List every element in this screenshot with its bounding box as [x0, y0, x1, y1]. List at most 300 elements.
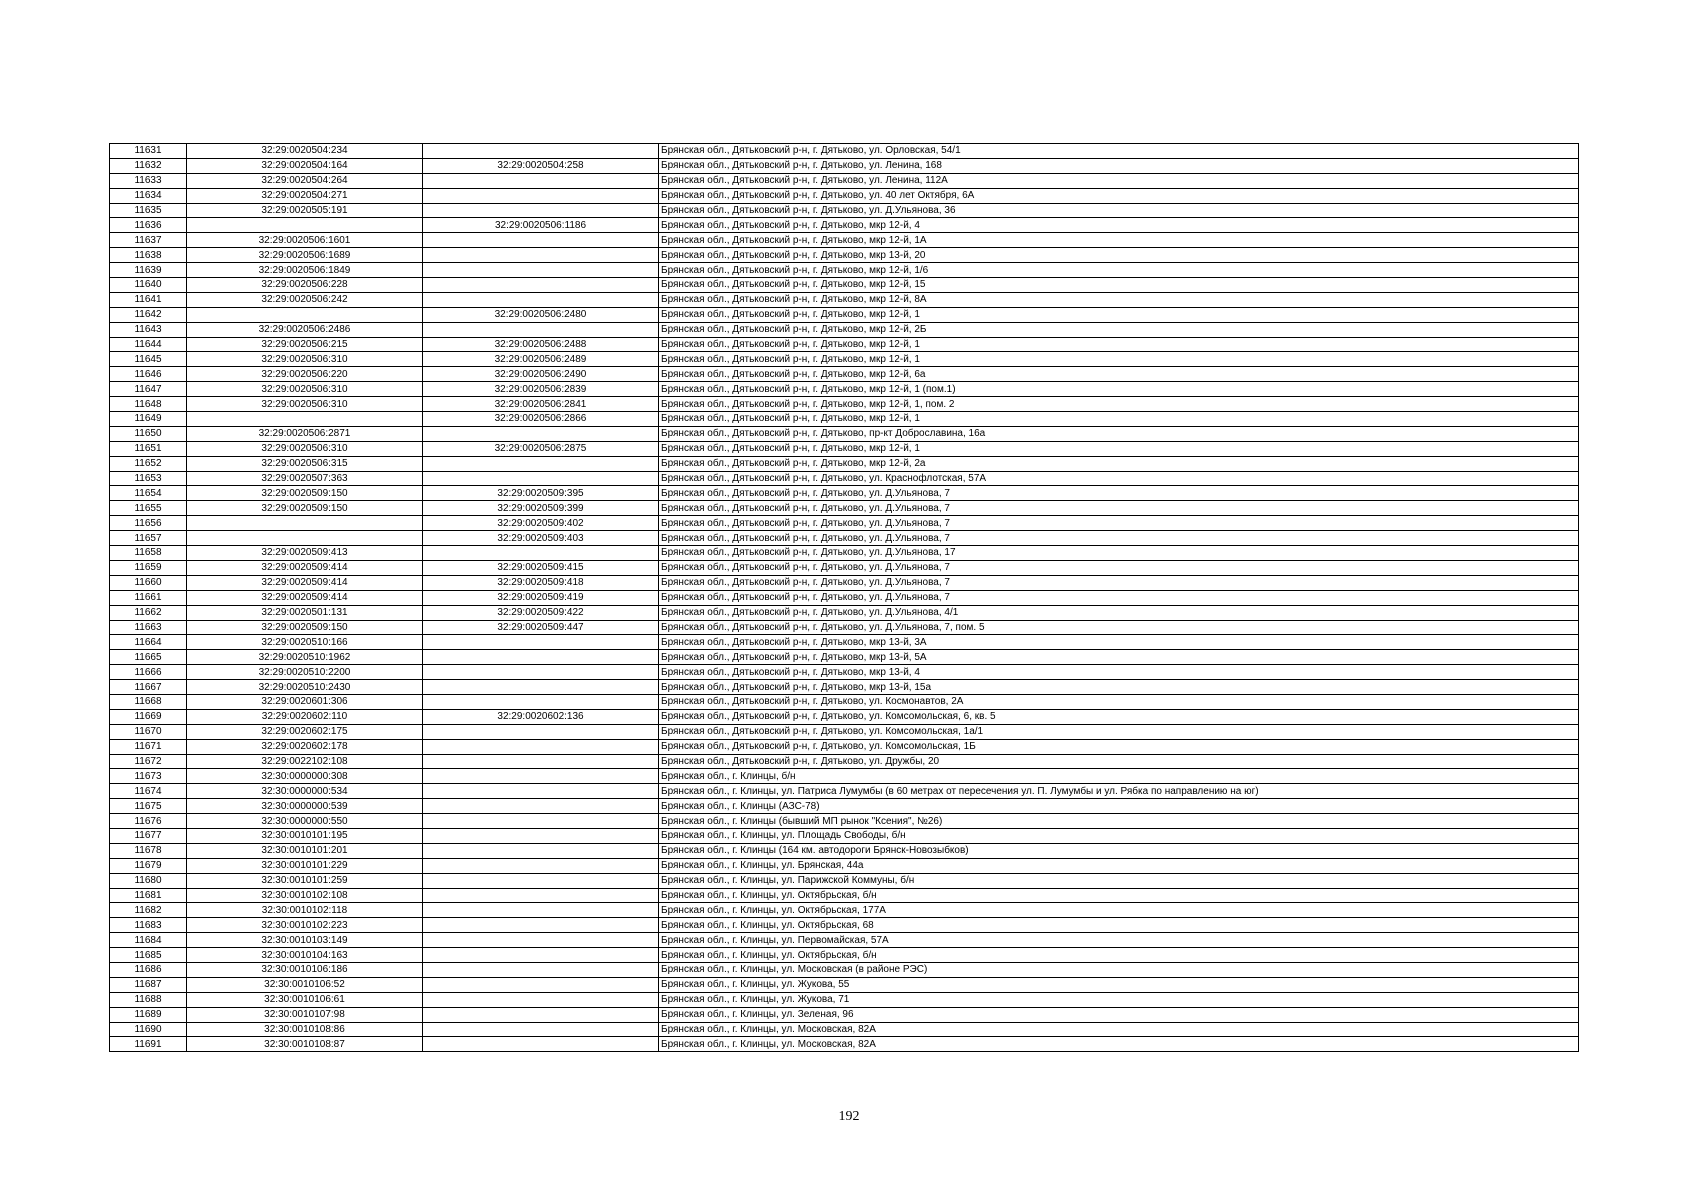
- row-number-cell: 11642: [110, 307, 187, 322]
- related-cadastral-number-cell: [423, 322, 659, 337]
- row-number-cell: 11666: [110, 665, 187, 680]
- table-row: [110, 441, 1579, 456]
- cadastral-number-cell: 32:30:0000000:308: [187, 769, 423, 784]
- row-number-cell: 11684: [110, 933, 187, 948]
- address-cell: Брянская обл., Дятьковский р-н, г. Дятьково, пр-кт Доброславина, 16а: [659, 426, 1579, 441]
- table-row: [110, 412, 1579, 427]
- row-number-cell: 11635: [110, 203, 187, 218]
- cadastral-number-cell: 32:29:0020506:310: [187, 382, 423, 397]
- cadastral-number-cell: 32:29:0020507:363: [187, 471, 423, 486]
- table-row: [110, 962, 1579, 977]
- row-number-cell: 11651: [110, 441, 187, 456]
- address-cell: Брянская обл., Дятьковский р-н, г. Дятьково, ул. Д.Ульянова, 7: [659, 516, 1579, 531]
- row-number-cell: 11639: [110, 263, 187, 278]
- address-cell: Брянская обл., Дятьковский р-н, г. Дятьково, ул. Ленина, 112А: [659, 173, 1579, 188]
- related-cadastral-number-cell: 32:29:0020506:2841: [423, 397, 659, 412]
- address-cell: Брянская обл., Дятьковский р-н, г. Дятьково, мкр 12-й, 4: [659, 218, 1579, 233]
- table-row: [110, 590, 1579, 605]
- related-cadastral-number-cell: 32:29:0020509:399: [423, 501, 659, 516]
- row-number-cell: 11669: [110, 709, 187, 724]
- row-number-cell: 11671: [110, 739, 187, 754]
- table-row: [110, 203, 1579, 218]
- table-row: [110, 292, 1579, 307]
- table-row: [110, 739, 1579, 754]
- address-cell: Брянская обл., Дятьковский р-н, г. Дятьково, ул. Краснофлотская, 57А: [659, 471, 1579, 486]
- address-cell: Брянская обл., Дятьковский р-н, г. Дятьково, ул. Д.Ульянова, 7: [659, 575, 1579, 590]
- related-cadastral-number-cell: [423, 739, 659, 754]
- related-cadastral-number-cell: [423, 635, 659, 650]
- row-number-cell: 11632: [110, 158, 187, 173]
- table-row: [110, 337, 1579, 352]
- row-number-cell: 11653: [110, 471, 187, 486]
- table-row: [110, 903, 1579, 918]
- address-cell: Брянская обл., г. Клинцы, ул. Октябрьская, 177А: [659, 903, 1579, 918]
- row-number-cell: 11631: [110, 144, 187, 159]
- related-cadastral-number-cell: [423, 799, 659, 814]
- table-row: [110, 456, 1579, 471]
- related-cadastral-number-cell: [423, 977, 659, 992]
- table-row: [110, 799, 1579, 814]
- cadastral-number-cell: 32:29:0020506:310: [187, 352, 423, 367]
- cadastral-number-cell: [187, 531, 423, 546]
- related-cadastral-number-cell: [423, 694, 659, 709]
- cadastral-number-cell: 32:29:0020506:2486: [187, 322, 423, 337]
- table-row: [110, 650, 1579, 665]
- table-row: [110, 575, 1579, 590]
- cadastral-number-cell: 32:29:0020602:175: [187, 724, 423, 739]
- table-row: [110, 486, 1579, 501]
- row-number-cell: 11645: [110, 352, 187, 367]
- address-cell: Брянская обл., г. Клинцы, ул. Зеленая, 96: [659, 1007, 1579, 1022]
- table-row: [110, 263, 1579, 278]
- table-row: [110, 724, 1579, 739]
- cadastral-number-cell: 32:29:0020506:2871: [187, 426, 423, 441]
- related-cadastral-number-cell: 32:29:0020506:2875: [423, 441, 659, 456]
- table-row: [110, 784, 1579, 799]
- address-cell: Брянская обл., Дятьковский р-н, г. Дятьково, ул. Д.Ульянова, 7: [659, 501, 1579, 516]
- related-cadastral-number-cell: [423, 173, 659, 188]
- related-cadastral-number-cell: 32:29:0020509:403: [423, 531, 659, 546]
- related-cadastral-number-cell: [423, 828, 659, 843]
- table-row: [110, 709, 1579, 724]
- table-row: [110, 531, 1579, 546]
- related-cadastral-number-cell: [423, 948, 659, 963]
- cadastral-number-cell: 32:30:0000000:550: [187, 814, 423, 829]
- related-cadastral-number-cell: 32:29:0020509:402: [423, 516, 659, 531]
- address-cell: Брянская обл., г. Клинцы, ул. Октябрьская, б/н: [659, 888, 1579, 903]
- row-number-cell: 11682: [110, 903, 187, 918]
- address-cell: Брянская обл., г. Клинцы, ул. Московская, 82А: [659, 1037, 1579, 1052]
- address-cell: Брянская обл., Дятьковский р-н, г. Дятьково, ул. Д.Ульянова, 7: [659, 560, 1579, 575]
- table-row: [110, 397, 1579, 412]
- address-cell: Брянская обл., Дятьковский р-н, г. Дятьково, ул. Орловская, 54/1: [659, 144, 1579, 159]
- row-number-cell: 11638: [110, 248, 187, 263]
- related-cadastral-number-cell: 32:29:0020509:418: [423, 575, 659, 590]
- row-number-cell: 11664: [110, 635, 187, 650]
- table-row: [110, 322, 1579, 337]
- cadastral-number-cell: 32:30:0000000:534: [187, 784, 423, 799]
- row-number-cell: 11674: [110, 784, 187, 799]
- address-cell: Брянская обл., г. Клинцы, ул. Октябрьская, б/н: [659, 948, 1579, 963]
- related-cadastral-number-cell: [423, 144, 659, 159]
- address-cell: Брянская обл., Дятьковский р-н, г. Дятьково, ул. Д.Ульянова, 7, пом. 5: [659, 620, 1579, 635]
- related-cadastral-number-cell: [423, 814, 659, 829]
- table-row: [110, 694, 1579, 709]
- address-cell: Брянская обл., г. Клинцы, ул. Московская, 82А: [659, 1022, 1579, 1037]
- address-cell: Брянская обл., Дятьковский р-н, г. Дятьково, мкр 12-й, 1: [659, 412, 1579, 427]
- cadastral-number-cell: 32:30:0010104:163: [187, 948, 423, 963]
- row-number-cell: 11676: [110, 814, 187, 829]
- related-cadastral-number-cell: [423, 873, 659, 888]
- table-row: [110, 843, 1579, 858]
- table-row: [110, 233, 1579, 248]
- address-cell: Брянская обл., Дятьковский р-н, г. Дятьково, ул. Ленина, 168: [659, 158, 1579, 173]
- cadastral-number-cell: 32:29:0020504:234: [187, 144, 423, 159]
- cadastral-number-cell: 32:30:0010106:61: [187, 992, 423, 1007]
- table-row: [110, 501, 1579, 516]
- cadastral-number-cell: 32:29:0020506:1601: [187, 233, 423, 248]
- row-number-cell: 11649: [110, 412, 187, 427]
- related-cadastral-number-cell: [423, 843, 659, 858]
- cadastral-number-cell: 32:30:0010102:108: [187, 888, 423, 903]
- table-row: [110, 158, 1579, 173]
- cadastral-number-cell: 32:29:0022102:108: [187, 754, 423, 769]
- row-number-cell: 11658: [110, 546, 187, 561]
- table-row: [110, 828, 1579, 843]
- row-number-cell: 11652: [110, 456, 187, 471]
- row-number-cell: 11659: [110, 560, 187, 575]
- cadastral-number-cell: [187, 218, 423, 233]
- address-cell: Брянская обл., г. Клинцы (АЗС-78): [659, 799, 1579, 814]
- related-cadastral-number-cell: [423, 278, 659, 293]
- cadastral-number-cell: 32:30:0010101:229: [187, 858, 423, 873]
- row-number-cell: 11636: [110, 218, 187, 233]
- row-number-cell: 11654: [110, 486, 187, 501]
- cadastral-number-cell: 32:30:0010101:195: [187, 828, 423, 843]
- related-cadastral-number-cell: [423, 233, 659, 248]
- related-cadastral-number-cell: 32:29:0020509:415: [423, 560, 659, 575]
- row-number-cell: 11663: [110, 620, 187, 635]
- row-number-cell: 11678: [110, 843, 187, 858]
- table-row: [110, 516, 1579, 531]
- row-number-cell: 11656: [110, 516, 187, 531]
- related-cadastral-number-cell: [423, 1022, 659, 1037]
- address-cell: Брянская обл., г. Клинцы, б/н: [659, 769, 1579, 784]
- related-cadastral-number-cell: [423, 903, 659, 918]
- address-cell: Брянская обл., Дятьковский р-н, г. Дятьково, ул. Космонавтов, 2А: [659, 694, 1579, 709]
- related-cadastral-number-cell: 32:29:0020509:422: [423, 605, 659, 620]
- related-cadastral-number-cell: [423, 724, 659, 739]
- table-row: [110, 948, 1579, 963]
- table-row: [110, 382, 1579, 397]
- cadastral-number-cell: 32:30:0010106:186: [187, 962, 423, 977]
- address-cell: Брянская обл., г. Клинцы, ул. Брянская, 44а: [659, 858, 1579, 873]
- row-number-cell: 11657: [110, 531, 187, 546]
- cadastral-number-cell: 32:29:0020509:150: [187, 620, 423, 635]
- address-cell: Брянская обл., Дятьковский р-н, г. Дятьково, ул. 40 лет Октября, 6А: [659, 188, 1579, 203]
- address-cell: Брянская обл., Дятьковский р-н, г. Дятьково, мкр 12-й, 2Б: [659, 322, 1579, 337]
- cadastral-number-cell: 32:30:0010102:223: [187, 918, 423, 933]
- table-row: [110, 352, 1579, 367]
- row-number-cell: 11677: [110, 828, 187, 843]
- cadastral-number-cell: 32:29:0020506:310: [187, 441, 423, 456]
- table-row: [110, 933, 1579, 948]
- table-row: [110, 918, 1579, 933]
- address-cell: Брянская обл., Дятьковский р-н, г. Дятьково, ул. Комсомольская, 1а/1: [659, 724, 1579, 739]
- related-cadastral-number-cell: 32:29:0020504:258: [423, 158, 659, 173]
- address-cell: Брянская обл., г. Клинцы, ул. Октябрьская, 68: [659, 918, 1579, 933]
- address-cell: Брянская обл., г. Клинцы, ул. Жукова, 55: [659, 977, 1579, 992]
- related-cadastral-number-cell: [423, 456, 659, 471]
- row-number-cell: 11648: [110, 397, 187, 412]
- table-row: [110, 248, 1579, 263]
- related-cadastral-number-cell: [423, 263, 659, 278]
- table-row: [110, 665, 1579, 680]
- related-cadastral-number-cell: [423, 992, 659, 1007]
- row-number-cell: 11681: [110, 888, 187, 903]
- table-row: [110, 605, 1579, 620]
- address-cell: Брянская обл., Дятьковский р-н, г. Дятьково, ул. Дружбы, 20: [659, 754, 1579, 769]
- table-row: [110, 858, 1579, 873]
- address-cell: Брянская обл., Дятьковский р-н, г. Дятьково, мкр 12-й, 1: [659, 352, 1579, 367]
- row-number-cell: 11679: [110, 858, 187, 873]
- address-cell: Брянская обл., Дятьковский р-н, г. Дятьково, ул. Д.Ульянова, 7: [659, 590, 1579, 605]
- cadastral-number-cell: 32:29:0020510:2200: [187, 665, 423, 680]
- related-cadastral-number-cell: [423, 680, 659, 695]
- table-row: [110, 814, 1579, 829]
- address-cell: Брянская обл., г. Клинцы, ул. Жукова, 71: [659, 992, 1579, 1007]
- cadastral-number-cell: 32:29:0020509:150: [187, 501, 423, 516]
- cadastral-number-cell: 32:29:0020509:414: [187, 590, 423, 605]
- related-cadastral-number-cell: 32:29:0020506:2839: [423, 382, 659, 397]
- table-row: [110, 426, 1579, 441]
- cadastral-number-cell: 32:29:0020506:242: [187, 292, 423, 307]
- related-cadastral-number-cell: [423, 933, 659, 948]
- table-row: [110, 754, 1579, 769]
- row-number-cell: 11670: [110, 724, 187, 739]
- address-cell: Брянская обл., Дятьковский р-н, г. Дятьково, мкр 13-й, 20: [659, 248, 1579, 263]
- related-cadastral-number-cell: 32:29:0020509:395: [423, 486, 659, 501]
- cadastral-number-cell: 32:29:0020501:131: [187, 605, 423, 620]
- row-number-cell: 11675: [110, 799, 187, 814]
- table-row: [110, 471, 1579, 486]
- cadastral-number-cell: 32:29:0020506:310: [187, 397, 423, 412]
- table-row: [110, 1037, 1579, 1052]
- cadastral-number-cell: 32:29:0020506:315: [187, 456, 423, 471]
- page-number: 192: [838, 1109, 860, 1124]
- cadastral-number-cell: 32:29:0020504:164: [187, 158, 423, 173]
- cadastral-number-cell: 32:30:0010101:201: [187, 843, 423, 858]
- table-row: [110, 188, 1579, 203]
- row-number-cell: 11646: [110, 367, 187, 382]
- row-number-cell: 11691: [110, 1037, 187, 1052]
- related-cadastral-number-cell: 32:29:0020509:447: [423, 620, 659, 635]
- related-cadastral-number-cell: [423, 1037, 659, 1052]
- row-number-cell: 11647: [110, 382, 187, 397]
- table-row: [110, 546, 1579, 561]
- address-cell: Брянская обл., Дятьковский р-н, г. Дятьково, мкр 12-й, 1, пом. 2: [659, 397, 1579, 412]
- table-row: [110, 173, 1579, 188]
- row-number-cell: 11644: [110, 337, 187, 352]
- related-cadastral-number-cell: [423, 665, 659, 680]
- address-cell: Брянская обл., г. Клинцы, ул. Патриса Лумумбы (в 60 метрах от пересечения ул. П. Лумумбы и ул. Рябка по направлению на юг): [659, 784, 1579, 799]
- cadastral-number-cell: 32:30:0010101:259: [187, 873, 423, 888]
- row-number-cell: 11640: [110, 278, 187, 293]
- cadastral-number-cell: 32:29:0020510:1962: [187, 650, 423, 665]
- row-number-cell: 11689: [110, 1007, 187, 1022]
- related-cadastral-number-cell: [423, 292, 659, 307]
- related-cadastral-number-cell: 32:29:0020509:419: [423, 590, 659, 605]
- row-number-cell: 11661: [110, 590, 187, 605]
- cadastral-number-cell: 32:29:0020510:2430: [187, 680, 423, 695]
- address-cell: Брянская обл., Дятьковский р-н, г. Дятьково, мкр 12-й, 1А: [659, 233, 1579, 248]
- address-cell: Брянская обл., г. Клинцы (164 км. автодороги Брянск-Новозыбков): [659, 843, 1579, 858]
- registry-table-container: [109, 143, 1579, 1052]
- row-number-cell: 11655: [110, 501, 187, 516]
- related-cadastral-number-cell: 32:29:0020506:2480: [423, 307, 659, 322]
- table-row: [110, 680, 1579, 695]
- cadastral-number-cell: [187, 307, 423, 322]
- registry-table: [109, 143, 1579, 1052]
- row-number-cell: 11680: [110, 873, 187, 888]
- related-cadastral-number-cell: [423, 784, 659, 799]
- related-cadastral-number-cell: 32:29:0020602:136: [423, 709, 659, 724]
- table-row: [110, 307, 1579, 322]
- row-number-cell: 11667: [110, 680, 187, 695]
- table-row: [110, 1007, 1579, 1022]
- related-cadastral-number-cell: [423, 754, 659, 769]
- cadastral-number-cell: 32:29:0020506:1689: [187, 248, 423, 263]
- table-row: [110, 218, 1579, 233]
- row-number-cell: 11673: [110, 769, 187, 784]
- address-cell: Брянская обл., Дятьковский р-н, г. Дятьково, ул. Д.Ульянова, 17: [659, 546, 1579, 561]
- related-cadastral-number-cell: [423, 769, 659, 784]
- cadastral-number-cell: 32:29:0020506:215: [187, 337, 423, 352]
- row-number-cell: 11650: [110, 426, 187, 441]
- cadastral-number-cell: 32:29:0020509:413: [187, 546, 423, 561]
- table-row: [110, 992, 1579, 1007]
- row-number-cell: 11686: [110, 962, 187, 977]
- address-cell: Брянская обл., Дятьковский р-н, г. Дятьково, мкр 12-й, 6а: [659, 367, 1579, 382]
- row-number-cell: 11662: [110, 605, 187, 620]
- address-cell: Брянская обл., г. Клинцы (бывший МП рынок "Ксения", №26): [659, 814, 1579, 829]
- address-cell: Брянская обл., Дятьковский р-н, г. Дятьково, мкр 12-й, 8А: [659, 292, 1579, 307]
- table-row: [110, 635, 1579, 650]
- cadastral-number-cell: 32:29:0020602:110: [187, 709, 423, 724]
- address-cell: Брянская обл., Дятьковский р-н, г. Дятьково, ул. Комсомольская, 1Б: [659, 739, 1579, 754]
- table-row: [110, 367, 1579, 382]
- related-cadastral-number-cell: [423, 426, 659, 441]
- row-number-cell: 11641: [110, 292, 187, 307]
- row-number-cell: 11690: [110, 1022, 187, 1037]
- cadastral-number-cell: 32:29:0020509:414: [187, 575, 423, 590]
- row-number-cell: 11668: [110, 694, 187, 709]
- address-cell: Брянская обл., Дятьковский р-н, г. Дятьково, мкр 13-й, 5А: [659, 650, 1579, 665]
- address-cell: Брянская обл., Дятьковский р-н, г. Дятьково, ул. Д.Ульянова, 7: [659, 486, 1579, 501]
- table-row: [110, 278, 1579, 293]
- related-cadastral-number-cell: [423, 888, 659, 903]
- address-cell: Брянская обл., Дятьковский р-н, г. Дятьково, ул. Д.Ульянова, 4/1: [659, 605, 1579, 620]
- address-cell: Брянская обл., г. Клинцы, ул. Площадь Свободы, б/н: [659, 828, 1579, 843]
- related-cadastral-number-cell: 32:29:0020506:1186: [423, 218, 659, 233]
- address-cell: Брянская обл., Дятьковский р-н, г. Дятьково, мкр 12-й, 1: [659, 337, 1579, 352]
- address-cell: Брянская обл., г. Клинцы, ул. Первомайская, 57А: [659, 933, 1579, 948]
- address-cell: Брянская обл., Дятьковский р-н, г. Дятьково, ул. Комсомольская, 6, кв. 5: [659, 709, 1579, 724]
- address-cell: Брянская обл., Дятьковский р-н, г. Дятьково, мкр 12-й, 1 (пом.1): [659, 382, 1579, 397]
- cadastral-number-cell: 32:29:0020506:220: [187, 367, 423, 382]
- cadastral-number-cell: 32:29:0020504:271: [187, 188, 423, 203]
- table-row: [110, 620, 1579, 635]
- table-row: [110, 888, 1579, 903]
- address-cell: Брянская обл., Дятьковский р-н, г. Дятьково, мкр 12-й, 15: [659, 278, 1579, 293]
- cadastral-number-cell: 32:30:0000000:539: [187, 799, 423, 814]
- cadastral-number-cell: 32:29:0020601:306: [187, 694, 423, 709]
- related-cadastral-number-cell: [423, 962, 659, 977]
- cadastral-number-cell: 32:30:0010108:87: [187, 1037, 423, 1052]
- address-cell: Брянская обл., Дятьковский р-н, г. Дятьково, мкр 12-й, 2а: [659, 456, 1579, 471]
- related-cadastral-number-cell: 32:29:0020506:2866: [423, 412, 659, 427]
- related-cadastral-number-cell: [423, 546, 659, 561]
- row-number-cell: 11688: [110, 992, 187, 1007]
- table-row: [110, 1022, 1579, 1037]
- cadastral-number-cell: 32:29:0020506:1849: [187, 263, 423, 278]
- address-cell: Брянская обл., г. Клинцы, ул. Парижской Коммуны, б/н: [659, 873, 1579, 888]
- row-number-cell: 11634: [110, 188, 187, 203]
- address-cell: Брянская обл., Дятьковский р-н, г. Дятьково, мкр 12-й, 1: [659, 307, 1579, 322]
- address-cell: Брянская обл., г. Клинцы, ул. Московская (в районе РЭС): [659, 962, 1579, 977]
- table-row: [110, 769, 1579, 784]
- cadastral-number-cell: 32:29:0020509:414: [187, 560, 423, 575]
- registry-table-body: [110, 144, 1579, 1052]
- related-cadastral-number-cell: [423, 858, 659, 873]
- address-cell: Брянская обл., Дятьковский р-н, г. Дятьково, мкр 13-й, 3А: [659, 635, 1579, 650]
- cadastral-number-cell: 32:29:0020504:264: [187, 173, 423, 188]
- row-number-cell: 11685: [110, 948, 187, 963]
- cadastral-number-cell: 32:29:0020506:228: [187, 278, 423, 293]
- row-number-cell: 11687: [110, 977, 187, 992]
- related-cadastral-number-cell: [423, 248, 659, 263]
- row-number-cell: 11672: [110, 754, 187, 769]
- cadastral-number-cell: 32:30:0010108:86: [187, 1022, 423, 1037]
- row-number-cell: 11633: [110, 173, 187, 188]
- address-cell: Брянская обл., Дятьковский р-н, г. Дятьково, мкр 12-й, 1/6: [659, 263, 1579, 278]
- table-row: [110, 873, 1579, 888]
- cadastral-number-cell: 32:30:0010103:149: [187, 933, 423, 948]
- row-number-cell: 11660: [110, 575, 187, 590]
- cadastral-number-cell: [187, 516, 423, 531]
- cadastral-number-cell: [187, 412, 423, 427]
- cadastral-number-cell: 32:29:0020505:191: [187, 203, 423, 218]
- related-cadastral-number-cell: [423, 650, 659, 665]
- related-cadastral-number-cell: [423, 1007, 659, 1022]
- related-cadastral-number-cell: 32:29:0020506:2488: [423, 337, 659, 352]
- cadastral-number-cell: 32:30:0010106:52: [187, 977, 423, 992]
- table-row: [110, 560, 1579, 575]
- related-cadastral-number-cell: [423, 188, 659, 203]
- row-number-cell: 11643: [110, 322, 187, 337]
- cadastral-number-cell: 32:29:0020602:178: [187, 739, 423, 754]
- row-number-cell: 11637: [110, 233, 187, 248]
- table-row: [110, 977, 1579, 992]
- cadastral-number-cell: 32:30:0010107:98: [187, 1007, 423, 1022]
- address-cell: Брянская обл., Дятьковский р-н, г. Дятьково, ул. Д.Ульянова, 36: [659, 203, 1579, 218]
- related-cadastral-number-cell: [423, 471, 659, 486]
- related-cadastral-number-cell: 32:29:0020506:2489: [423, 352, 659, 367]
- related-cadastral-number-cell: [423, 918, 659, 933]
- related-cadastral-number-cell: [423, 203, 659, 218]
- address-cell: Брянская обл., Дятьковский р-н, г. Дятьково, мкр 13-й, 4: [659, 665, 1579, 680]
- cadastral-number-cell: 32:30:0010102:118: [187, 903, 423, 918]
